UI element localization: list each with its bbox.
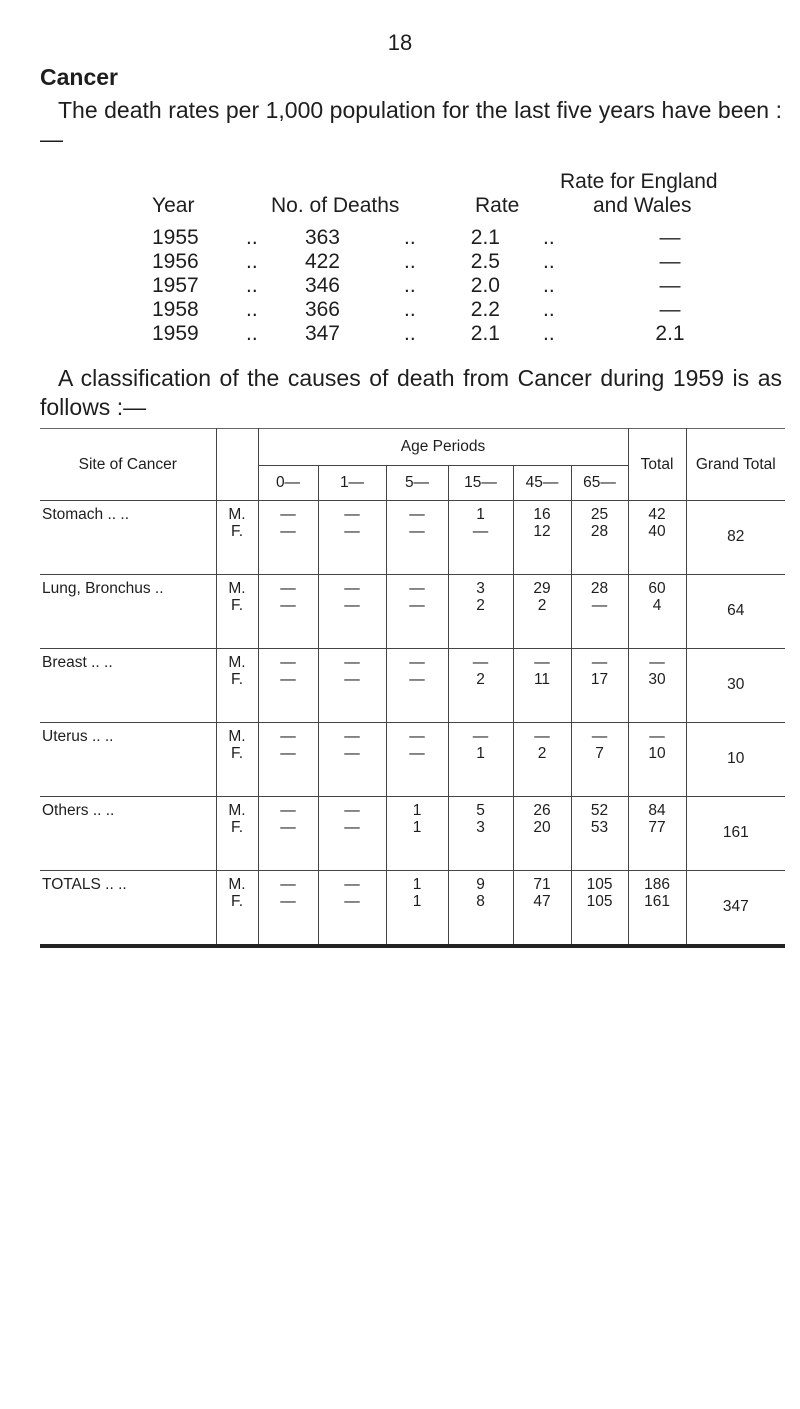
leader-dots: .. bbox=[246, 322, 258, 345]
sex-labels bbox=[216, 649, 258, 723]
table-row bbox=[40, 797, 785, 871]
value-m: — bbox=[472, 654, 489, 671]
grand-total-value: 30 bbox=[727, 676, 745, 693]
sex-m: M. bbox=[228, 802, 246, 819]
value-m: 52 bbox=[590, 802, 609, 819]
sex-f: F. bbox=[230, 523, 244, 540]
sex-labels bbox=[216, 797, 258, 871]
value-f: — bbox=[280, 597, 296, 614]
value-f: — bbox=[409, 671, 425, 688]
value-f: 28 bbox=[590, 523, 609, 540]
value-f: 2 bbox=[537, 745, 547, 762]
total-cell bbox=[628, 797, 686, 871]
total-cell bbox=[628, 871, 686, 947]
grand-total-cell bbox=[686, 501, 785, 575]
leader-dots: .. bbox=[404, 250, 416, 273]
age-cell bbox=[448, 797, 513, 871]
value-m: 26 bbox=[533, 802, 551, 819]
age-cell bbox=[571, 723, 628, 797]
grand-total-value: 347 bbox=[722, 898, 749, 915]
sex-labels bbox=[216, 575, 258, 649]
rates-ew: — bbox=[659, 298, 681, 321]
intro-paragraph bbox=[40, 96, 782, 154]
value-m: 84 bbox=[648, 802, 666, 819]
age-cell bbox=[513, 871, 571, 947]
value-f: 11 bbox=[533, 671, 551, 688]
age-cell bbox=[386, 501, 448, 575]
value-m: 186 bbox=[644, 876, 670, 893]
sex-f: F. bbox=[230, 745, 244, 762]
site-label: Others .. .. bbox=[40, 797, 216, 871]
value-f: — bbox=[280, 819, 296, 836]
rates-row bbox=[0, 322, 800, 346]
header-site: Site of Cancer bbox=[78, 455, 177, 473]
value-m: — bbox=[472, 728, 489, 745]
value-m: 1 bbox=[412, 802, 422, 819]
rates-row bbox=[0, 298, 800, 322]
grand-total-cell bbox=[686, 797, 785, 871]
age-cell bbox=[448, 501, 513, 575]
value-m: — bbox=[591, 654, 608, 671]
value-m: — bbox=[534, 654, 550, 671]
death-rates-table bbox=[0, 170, 800, 346]
value-f: 161 bbox=[644, 893, 670, 910]
page-number: 18 bbox=[387, 30, 413, 55]
value-m: — bbox=[591, 728, 608, 745]
rates-header-row-2 bbox=[0, 194, 800, 226]
value-m: 60 bbox=[648, 580, 666, 597]
leader-dots: .. bbox=[543, 274, 555, 297]
sex-f: F. bbox=[230, 597, 244, 614]
header-age-band: 5— bbox=[386, 466, 448, 501]
value-f: 2 bbox=[537, 597, 547, 614]
header-age-band: 1— bbox=[318, 466, 386, 501]
value-f: 10 bbox=[648, 745, 666, 762]
age-cell bbox=[318, 649, 386, 723]
rates-year: 1959 bbox=[152, 322, 199, 345]
age-cell bbox=[258, 871, 318, 947]
value-f: — bbox=[280, 893, 296, 910]
sex-f: F. bbox=[230, 671, 244, 688]
total-cell bbox=[628, 501, 686, 575]
rates-body bbox=[0, 226, 800, 346]
value-f: — bbox=[344, 671, 360, 688]
sex-m: M. bbox=[228, 654, 246, 671]
value-m: — bbox=[280, 506, 296, 523]
value-f: — bbox=[344, 597, 360, 614]
age-cell bbox=[318, 501, 386, 575]
table-row bbox=[40, 723, 785, 797]
sex-f: F. bbox=[230, 893, 244, 910]
value-m: — bbox=[280, 580, 296, 597]
cause-table-body bbox=[40, 501, 785, 947]
value-m: — bbox=[280, 876, 296, 893]
header-ew-line1: Rate for England bbox=[560, 170, 718, 193]
grand-total-value: 161 bbox=[722, 824, 749, 841]
rates-year: 1958 bbox=[152, 298, 199, 321]
rates-rate: 2.0 bbox=[470, 274, 500, 297]
header-age-band: 15— bbox=[448, 466, 513, 501]
table-row bbox=[40, 501, 785, 575]
age-cell bbox=[571, 501, 628, 575]
intro-text: The death rates per 1,000 population for the last five years have been :— bbox=[40, 97, 782, 152]
value-m: — bbox=[344, 580, 360, 597]
value-m: 1 bbox=[412, 876, 422, 893]
header-grand-total: Grand Total bbox=[686, 429, 785, 501]
leader-dots: .. bbox=[246, 274, 258, 297]
value-m: 3 bbox=[476, 580, 485, 597]
value-m: 25 bbox=[590, 506, 609, 523]
value-f: — bbox=[344, 523, 360, 540]
header-deaths: No. of Deaths bbox=[271, 194, 400, 217]
value-m: — bbox=[409, 580, 425, 597]
value-f: 77 bbox=[648, 819, 666, 836]
grand-total-cell bbox=[686, 871, 785, 947]
leader-dots: .. bbox=[404, 274, 416, 297]
age-cell bbox=[513, 575, 571, 649]
age-cell bbox=[386, 871, 448, 947]
value-f: 20 bbox=[533, 819, 551, 836]
sex-f: F. bbox=[230, 819, 244, 836]
value-f: — bbox=[344, 745, 360, 762]
value-m: 5 bbox=[476, 802, 485, 819]
site-label: Uterus .. .. bbox=[40, 723, 216, 797]
header-age-periods: Age Periods bbox=[258, 429, 628, 466]
age-cell bbox=[571, 797, 628, 871]
rates-deaths: 366 bbox=[304, 298, 340, 321]
value-m: — bbox=[649, 728, 665, 745]
rates-rate: 2.1 bbox=[470, 226, 500, 249]
age-cell bbox=[258, 501, 318, 575]
rates-rate: 2.1 bbox=[470, 322, 500, 345]
leader-dots: .. bbox=[246, 298, 258, 321]
grand-total-cell bbox=[686, 723, 785, 797]
age-cell bbox=[318, 723, 386, 797]
value-f: 12 bbox=[533, 523, 551, 540]
value-f: — bbox=[344, 819, 360, 836]
table-row bbox=[40, 575, 785, 649]
grand-total-cell bbox=[686, 575, 785, 649]
leader-dots: .. bbox=[404, 322, 416, 345]
sex-labels bbox=[216, 501, 258, 575]
age-cell bbox=[571, 871, 628, 947]
value-f: 53 bbox=[590, 819, 609, 836]
value-m: 9 bbox=[476, 876, 485, 893]
rates-deaths: 346 bbox=[304, 274, 340, 297]
header-year: Year bbox=[152, 194, 195, 217]
value-m: — bbox=[344, 506, 360, 523]
rates-rate: 2.2 bbox=[470, 298, 500, 321]
age-cell bbox=[571, 575, 628, 649]
total-cell bbox=[628, 723, 686, 797]
table-row bbox=[40, 871, 785, 947]
value-f: 17 bbox=[590, 671, 609, 688]
value-m: — bbox=[344, 802, 360, 819]
value-m: 42 bbox=[648, 506, 666, 523]
age-cell bbox=[258, 797, 318, 871]
rates-ew: 2.1 bbox=[655, 322, 685, 345]
classification-text: A classification of the causes of death from Cancer during 1959 is as follows :— bbox=[40, 365, 782, 420]
leader-dots: .. bbox=[543, 250, 555, 273]
value-m: — bbox=[409, 506, 425, 523]
grand-total-value: 64 bbox=[727, 602, 745, 619]
site-label: TOTALS .. .. bbox=[40, 871, 216, 947]
age-cell bbox=[318, 797, 386, 871]
sex-m: M. bbox=[228, 728, 246, 745]
value-f: 4 bbox=[652, 597, 662, 614]
value-f: — bbox=[409, 745, 425, 762]
rates-row bbox=[0, 226, 800, 250]
sex-m: M. bbox=[228, 876, 246, 893]
value-m: — bbox=[280, 802, 296, 819]
value-m: 28 bbox=[590, 580, 609, 597]
rates-ew: — bbox=[659, 250, 681, 273]
rates-deaths: 363 bbox=[304, 226, 340, 249]
value-f: — bbox=[280, 745, 296, 762]
age-cell bbox=[513, 649, 571, 723]
sex-labels bbox=[216, 723, 258, 797]
rates-row bbox=[0, 250, 800, 274]
value-f: 1 bbox=[412, 819, 422, 836]
age-cell bbox=[513, 501, 571, 575]
value-f: 3 bbox=[476, 819, 485, 836]
value-m: 16 bbox=[533, 506, 551, 523]
age-cell bbox=[448, 723, 513, 797]
leader-dots: .. bbox=[246, 250, 258, 273]
age-cell bbox=[448, 649, 513, 723]
rates-ew: — bbox=[659, 226, 681, 249]
total-cell bbox=[628, 575, 686, 649]
sex-m: M. bbox=[228, 580, 246, 597]
value-m: — bbox=[534, 728, 550, 745]
value-m: — bbox=[344, 654, 360, 671]
value-f: 40 bbox=[648, 523, 666, 540]
age-cell bbox=[513, 797, 571, 871]
value-m: 1 bbox=[476, 506, 485, 523]
value-f: — bbox=[409, 523, 425, 540]
age-cell bbox=[448, 871, 513, 947]
value-m: — bbox=[344, 728, 360, 745]
leader-dots: .. bbox=[543, 226, 555, 249]
age-cell bbox=[571, 649, 628, 723]
header-rate: Rate bbox=[475, 194, 520, 217]
rates-rate: 2.5 bbox=[470, 250, 500, 273]
age-cell bbox=[318, 871, 386, 947]
rates-year: 1955 bbox=[152, 226, 199, 249]
value-f: — bbox=[280, 523, 296, 540]
age-cell bbox=[386, 649, 448, 723]
value-m: — bbox=[280, 654, 296, 671]
rates-deaths: 347 bbox=[304, 322, 340, 345]
rates-year: 1957 bbox=[152, 274, 199, 297]
header-total: Total bbox=[628, 429, 686, 501]
leader-dots: .. bbox=[404, 226, 416, 249]
value-f: 1 bbox=[412, 893, 422, 910]
grand-total-value: 82 bbox=[727, 528, 745, 545]
value-f: 7 bbox=[595, 745, 604, 762]
age-cell bbox=[386, 797, 448, 871]
leader-dots: .. bbox=[543, 298, 555, 321]
value-f: — bbox=[409, 597, 425, 614]
value-m: 71 bbox=[533, 876, 551, 893]
rates-ew: — bbox=[659, 274, 681, 297]
rates-year: 1956 bbox=[152, 250, 199, 273]
header-age-band: 0— bbox=[258, 466, 318, 501]
value-f: — bbox=[344, 893, 360, 910]
age-cell bbox=[448, 575, 513, 649]
age-cell bbox=[258, 723, 318, 797]
rates-row bbox=[0, 274, 800, 298]
age-cell bbox=[386, 723, 448, 797]
section-heading: Cancer bbox=[40, 64, 118, 90]
site-label: Stomach .. .. bbox=[40, 501, 216, 575]
rates-header-row-1 bbox=[0, 170, 800, 194]
value-f: — bbox=[280, 671, 296, 688]
grand-total-value: 10 bbox=[727, 750, 745, 767]
age-cell bbox=[386, 575, 448, 649]
value-m: — bbox=[409, 654, 425, 671]
grand-total-cell bbox=[686, 649, 785, 723]
value-m: 105 bbox=[586, 876, 613, 893]
value-f: 30 bbox=[648, 671, 666, 688]
leader-dots: .. bbox=[404, 298, 416, 321]
value-f: — bbox=[591, 597, 608, 614]
age-cell bbox=[258, 649, 318, 723]
header-age-band: 45— bbox=[513, 466, 571, 501]
value-m: — bbox=[280, 728, 296, 745]
value-f: 2 bbox=[476, 597, 485, 614]
value-f: — bbox=[472, 523, 489, 540]
leader-dots: .. bbox=[246, 226, 258, 249]
sex-labels bbox=[216, 871, 258, 947]
value-f: 8 bbox=[476, 893, 485, 910]
sex-m: M. bbox=[228, 506, 246, 523]
age-cell bbox=[318, 575, 386, 649]
age-cell bbox=[258, 575, 318, 649]
leader-dots: .. bbox=[543, 322, 555, 345]
total-cell bbox=[628, 649, 686, 723]
value-m: — bbox=[409, 728, 425, 745]
rates-deaths: 422 bbox=[304, 250, 340, 273]
table-row bbox=[40, 649, 785, 723]
classification-paragraph bbox=[40, 364, 782, 422]
age-cell bbox=[513, 723, 571, 797]
value-m: — bbox=[344, 876, 360, 893]
site-label: Lung, Bronchus .. bbox=[40, 575, 216, 649]
cancer-classification-table bbox=[40, 428, 785, 948]
value-f: 2 bbox=[476, 671, 485, 688]
header-ew-line2: and Wales bbox=[593, 194, 692, 217]
value-f: 1 bbox=[476, 745, 485, 762]
site-label: Breast .. .. bbox=[40, 649, 216, 723]
header-sex-col bbox=[216, 429, 258, 501]
value-f: 105 bbox=[586, 893, 613, 910]
value-m: — bbox=[649, 654, 665, 671]
value-f: 47 bbox=[533, 893, 551, 910]
value-m: 29 bbox=[533, 580, 551, 597]
header-age-band: 65— bbox=[571, 466, 628, 501]
